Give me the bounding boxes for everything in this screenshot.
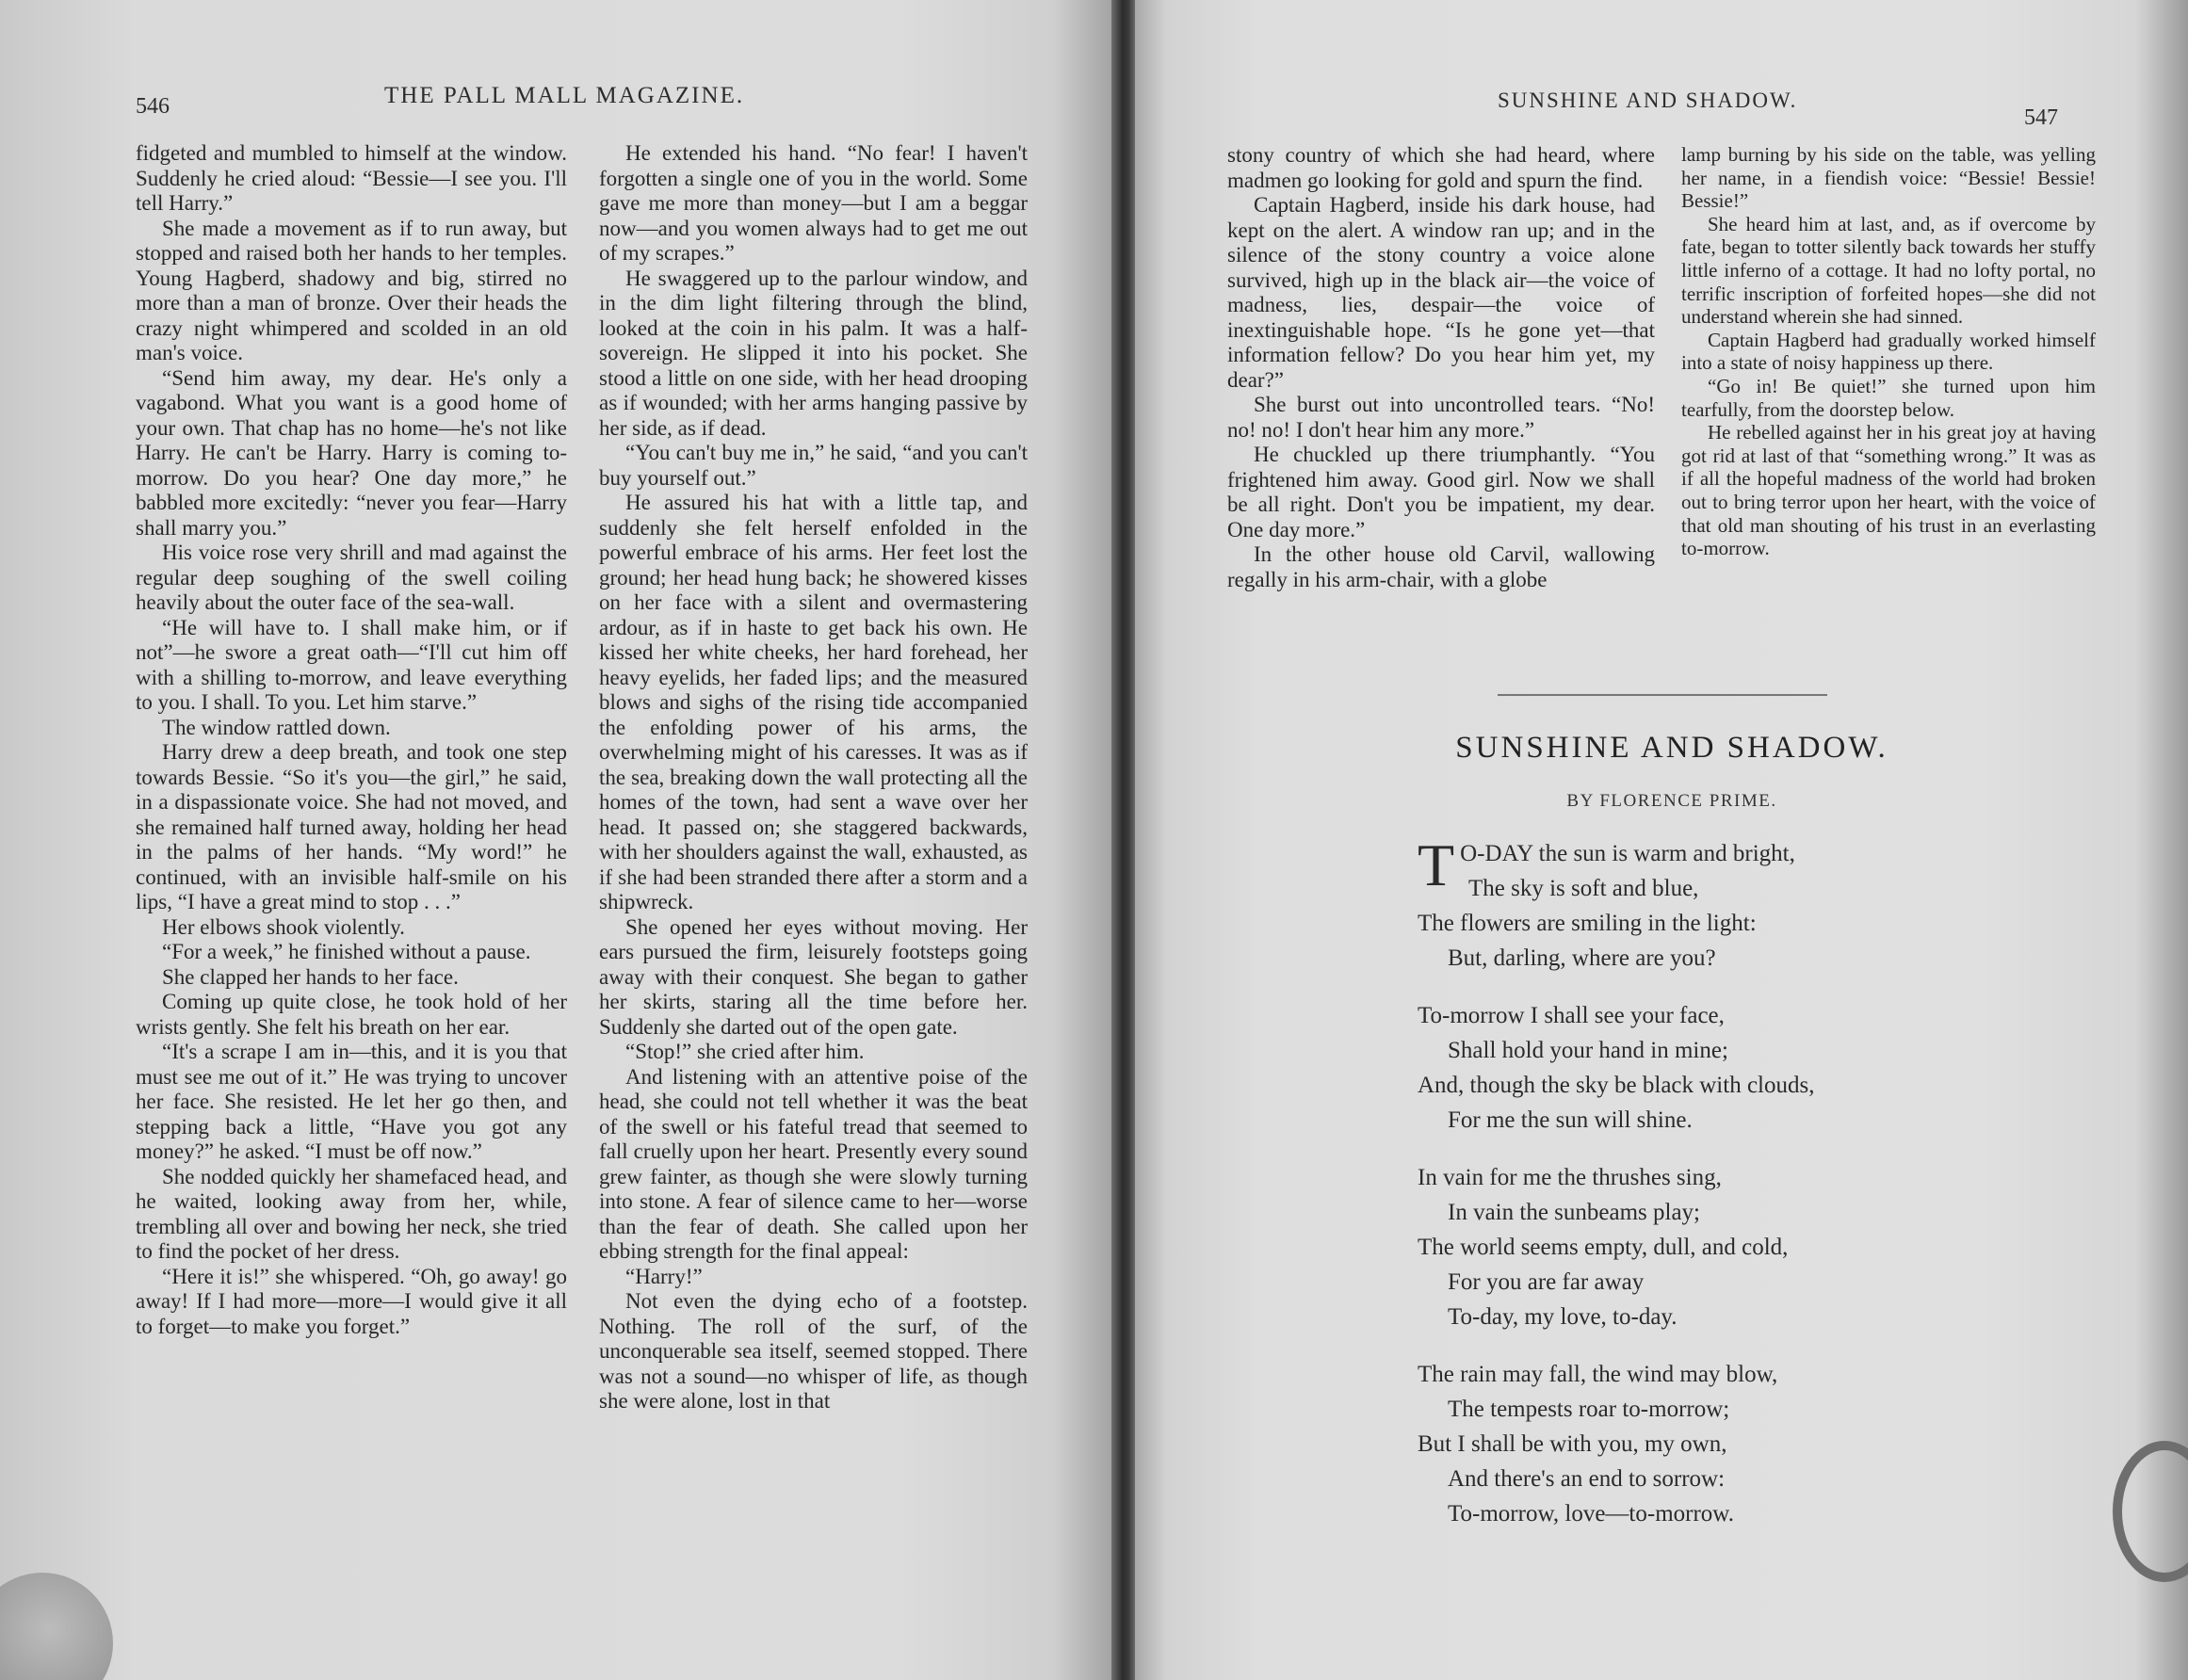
- poem-line: To-morrow, love—to-morrow.: [1448, 1501, 1734, 1527]
- running-head-right: SUNSHINE AND SHADOW.: [1498, 89, 1798, 112]
- thumb-shape: [0, 1573, 113, 1680]
- paragraph: “He will have to. I shall make him, or if not”—he swore a great oath—“I'll cut him off with a shilling to-morrow, and leave everything to you. I shall. To you. Let him starve.”: [136, 615, 567, 714]
- paragraph: Captain Hagberd had gradually worked himself into a state of noisy happiness up there.: [1681, 328, 2096, 375]
- poem-stanza-1: [1418, 832, 1945, 976]
- text-column-left-2: [599, 141, 1028, 1414]
- paragraph: fidgeted and mumbled to himself at the window. Suddenly he cried aloud: “Bessie—I see you. I'll tell Harry.”: [136, 141, 567, 215]
- paragraph: Coming up quite close, he took hold of her wrists gently. She felt his breath on her ear.: [136, 990, 567, 1039]
- paragraph: She clapped her hands to her face.: [162, 964, 459, 989]
- poem-line: But, darling, where are you?: [1448, 945, 1716, 971]
- poem-line: The sky is soft and blue,: [1468, 876, 1699, 901]
- paragraph: And listening with an attentive poise of the head, she could not tell whether it was the beat of the swell or his fateful tread that seemed to fall cruelly upon her heart. Presently every sound grew fainter, as though she were slowly turning into stone. A fear of silence came to her—worse than the fear of death. She called upon her ebbing strength for the final appeal:: [599, 1064, 1028, 1263]
- poem-line: And there's an end to sorrow:: [1448, 1466, 1726, 1492]
- poem-line: To-day, my love, to-day.: [1448, 1304, 1677, 1330]
- paragraph: His voice rose very shrill and mad against the regular deep soughing of the swell coiling heavily about the outer face of the sea-wall.: [136, 541, 567, 614]
- text-column-right-2: [1681, 143, 2096, 560]
- section-divider: [1498, 694, 1827, 696]
- binder-ring: [2113, 1441, 2188, 1582]
- poem-line: But I shall be with you, my own,: [1418, 1431, 1727, 1457]
- paragraph: She opened her eyes without moving. Her ears pursued the firm, leisurely footsteps going away with their conquest. She began to gather her skirts, staring all the time before her. Suddenly she darted out of the open gate.: [599, 914, 1028, 1039]
- drop-cap: T: [1418, 832, 1455, 898]
- poem-line: To-morrow I shall see your face,: [1418, 1003, 1725, 1028]
- poem: [1418, 832, 1945, 1554]
- paragraph: Her elbows shook violently.: [162, 914, 405, 939]
- paragraph: “You can't buy me in,” he said, “and you can't buy yourself out.”: [599, 441, 1028, 490]
- running-head: THE PALL MALL MAGAZINE.: [384, 83, 745, 108]
- poem-line: In vain for me the thrushes sing,: [1418, 1165, 1722, 1190]
- page-number-right: 547: [2024, 105, 2058, 130]
- poem-byline: BY FLORENCE PRIME.: [1566, 791, 1777, 811]
- poem-line: The tempests roar to-morrow;: [1448, 1397, 1730, 1422]
- poem-stanza-4: [1418, 1357, 1945, 1531]
- paragraph: She made a movement as if to run away, but stopped and raised both her hands to her temples. Young Hagberd, shadowy and big, stirred no more than a man of bronze. Over their heads the crazy night whimpered and scolded in an old man's voice.: [136, 216, 567, 364]
- poem-stanza-2: [1418, 998, 1945, 1138]
- paragraph: He rebelled against her in his great joy at having got rid at last of that “something wrong.” It was as if all the hopeful madness of the world had broken out to bring terror upon her heart, with the voice of that old man shouting of his trust in an everlasting to-morrow.: [1681, 421, 2096, 560]
- paragraph: He assured his hat with a little tap, and suddenly she felt herself enfolded in the powerful embrace of his arms. Her feet lost the ground; her head hung back; he showered kisses on her face with a silent and overmastering ardour, as if in haste to get back his own. He kissed her white cheeks, her hard forehead, her heavy eyelids, her faded lips; and the measured blows and sighs of the rising tide accompanied the enfolding power of his arms, the overwhelming might of his caresses. It was as if the sea, breaking down the wall protecting all the homes of the town, had sent a wave over her head. It passed on; she staggered backwards, with her shoulders against the wall, exhausted, as if she had been stranded there after a storm and a shipwreck.: [599, 491, 1028, 913]
- poem-line: For you are far away: [1448, 1269, 1645, 1295]
- paragraph: He extended his hand. “No fear! I haven't forgotten a single one of you in the world. Some gave me more than money—but I am a beggar now—and you women always had to get me out of my scrapes.”: [599, 141, 1028, 265]
- paragraph: stony country of which she had heard, where madmen go looking for gold and spurn the find.: [1227, 143, 1655, 192]
- poem-title: SUNSHINE AND SHADOW.: [1455, 731, 1888, 765]
- paragraph: “Stop!” she cried after him.: [625, 1040, 865, 1063]
- paragraph: The window rattled down.: [162, 715, 391, 739]
- poem-line: The flowers are smiling in the light:: [1418, 911, 1757, 936]
- poem-line: In vain the sunbeams play;: [1448, 1200, 1700, 1225]
- poem-line: The world seems empty, dull, and cold,: [1418, 1235, 1789, 1260]
- paragraph: He swaggered up to the parlour window, and in the dim light filtering through the blind, looked at the coin in his palm. It was a half-sovereign. He slipped it into his pocket. She stood a little on one side, with her head drooping as if wounded; with her arms hanging passive by her side, as if dead.: [599, 266, 1028, 440]
- text-column-right-1: [1227, 143, 1655, 592]
- poem-line: And, though the sky be black with clouds,: [1418, 1073, 1815, 1098]
- paragraph: She heard him at last, and, as if overcome by fate, began to totter silently back towards her stuffy little inferno of a cottage. It had no lofty portal, no terrific inscription of forfeited hopes—she did not understand wherein she had sinned.: [1681, 212, 2096, 329]
- paragraph: “Send him away, my dear. He's only a vagabond. What you want is a good home of your own. That chap has no home—he's not like Harry. He can't be Harry. Harry is coming to-morrow. Do you hear? One day more,” he babbled more excitedly: “never you fear—Harry shall marry you.”: [136, 365, 567, 540]
- paragraph: Captain Hagberd, inside his dark house, had kept on the alert. A window ran up; and in the silence of the stony country a voice alone survived, high up in the black air—the voice of madness, lies, despair—the voice of inextinguishable hope. “Is he gone yet—that information fellow? Do you hear him yet, my dear?”: [1227, 193, 1655, 392]
- paragraph: She nodded quickly her shamefaced head, and he waited, looking away from her, while, trembling all over and bowing her neck, she tried to find the pocket of her dress.: [136, 1164, 567, 1263]
- paragraph: Harry drew a deep breath, and took one step towards Bessie. “So it's you—the girl,” he said, in a dispassionate voice. She had not moved, and she remained half turned away, holding her head in the palms of her hands. “My word!” he continued, with an invisible half-smile on his lips, “I have a great mind to stop . . .”: [136, 740, 567, 913]
- poem-stanza-3: [1418, 1160, 1945, 1334]
- poem-line: Shall hold your hand in mine;: [1448, 1038, 1728, 1063]
- paragraph: In the other house old Carvil, wallowing regally in his arm-chair, with a globe: [1227, 542, 1655, 591]
- paragraph: “For a week,” he finished without a pause.: [162, 940, 531, 963]
- paragraph: Not even the dying echo of a footstep. Nothing. The roll of the surf, of the unconquerable sea itself, seemed stopped. There was not a sound—no whisper of life, as though she were alone, lost in that: [599, 1289, 1028, 1413]
- paragraph: He chuckled up there triumphantly. “You frightened him away. Good girl. Now we shall be all right. Don't you be impatient, my dear. One day more.”: [1227, 443, 1655, 541]
- page-number: 546: [136, 94, 170, 119]
- poem-line: The rain may fall, the wind may blow,: [1418, 1362, 1778, 1387]
- poem-line: O-DAY the sun is warm and bright,: [1460, 841, 1795, 866]
- paragraph: “Go in! Be quiet!” she turned upon him tearfully, from the doorstep below.: [1681, 374, 2096, 421]
- text-column-left-1: [136, 141, 567, 1339]
- paragraph: “It's a scrape I am in—this, and it is you that must see me out of it.” He was trying to uncover her face. She resisted. He let her go then, and stepping back a little, “Have you got any money?” he asked. “I must be off now.”: [136, 1040, 567, 1163]
- paragraph: “Here it is!” she whispered. “Oh, go away! go away! If I had more—more—I would give it all to forget—to make you forget.”: [136, 1264, 567, 1338]
- paragraph: “Harry!”: [625, 1264, 703, 1288]
- paragraph: lamp burning by his side on the table, was yelling her name, in a fiendish voice: “Bessie! Bessie! Bessie!”: [1681, 143, 2096, 213]
- paragraph: She burst out into uncontrolled tears. “No! no! no! I don't hear him any more.”: [1227, 393, 1655, 442]
- poem-line: For me the sun will shine.: [1448, 1107, 1693, 1133]
